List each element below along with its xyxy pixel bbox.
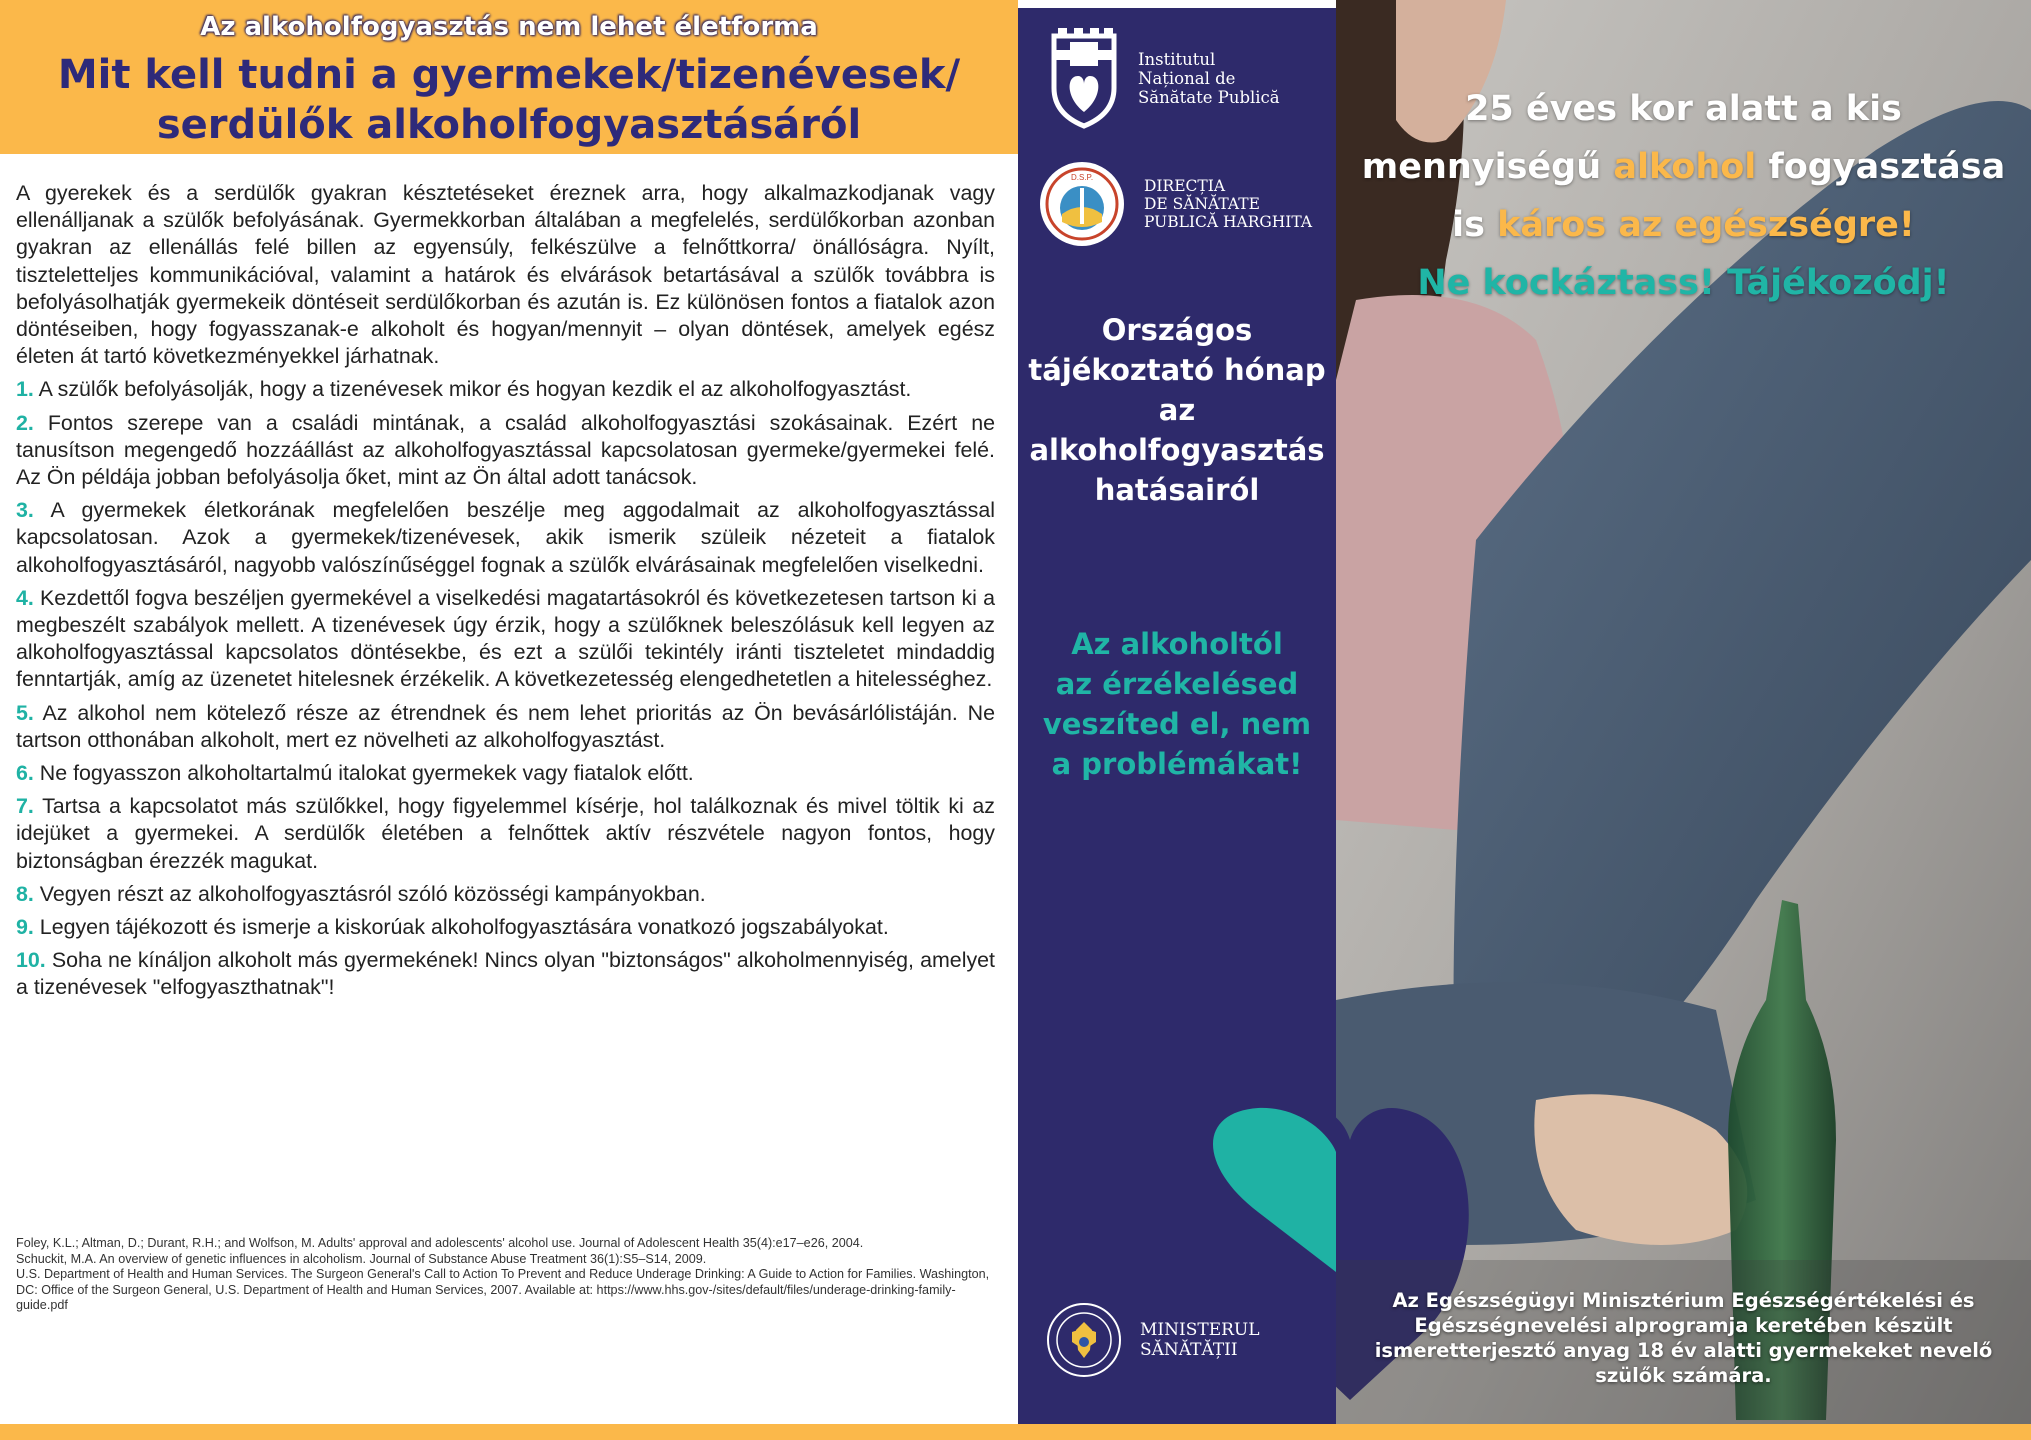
footer-note: Az Egészségügyi Minisztérium Egészségértékelési és Egészségnevelési alprogramja keretében készült ismeretterjesztő anyag 18 év alatti gyermekeket nevelő szülők számára. — [1374, 1289, 1993, 1387]
list-item — [16, 376, 995, 403]
ministry-logo — [1046, 1302, 1260, 1378]
dsp-badge: D.S.P. — [1070, 173, 1094, 182]
item-number: 4. — [16, 585, 34, 610]
dsp-logo — [1038, 160, 1312, 248]
logo-line: DIRECȚIA — [1144, 177, 1226, 195]
intro-paragraph: A gyerekek és a serdülők gyakran késztetéseket éreznek arra, hogy alkalmazkodjanak vagy ellenálljanak a szülők befolyásának. Gyermekkorban általában a megfelelés, serdülőkorban azonban gyakran az ellenállás felé billen az egyensúly, felkészülve a felnőttkorra/ önállóságra. Nyílt, tiszteletteljes kommunikációval, valamint a határok és elvárások betartásával a szülők továbbra is befolyásolhatják gyermekeik döntéseit serdülőkorban és azután is. Ez különösen fontos a fiatalok azon döntéseiben, hogy fogyasszanak-e alkoholt és hogyan/mennyit – olyan döntések, amelyek egész életen át tartó következményekkel járhatnak. — [16, 181, 995, 369]
title-line-1: Mit kell tudni a gyermekek/tizenévesek/ — [57, 52, 961, 98]
slogan-line: az érzékelésed — [1055, 667, 1299, 701]
logo-line: MINISTERUL — [1140, 1320, 1260, 1340]
item-text: A gyermekek életkorának megfelelően beszélje meg aggodalmait az alkoholfogyasztással kapcsolatosan. Azok a gyermekek/tizenévesek, akik ismerik szüleik nézeteit a fiatalok alkoholfogyasztásáról, nagyobb valószínűséggel fognak a szülők elvárásainak megfelelően viselkedni. — [16, 498, 996, 577]
item-text: Az alkohol nem kötelező része az étrendnek és nem lehet prioritás az Ön bevásárlólistáján. Ne tartson otthonában alkoholt, mert ez növelheti az alkoholfogyasztást. — [16, 700, 996, 752]
campaign-slogan — [1018, 624, 1336, 784]
heart-icon — [1198, 1102, 1348, 1282]
headline-highlight: alkohol — [1613, 147, 1757, 187]
headline-text: is — [1452, 205, 1498, 245]
photo-headline — [1336, 80, 2031, 312]
item-number: 8. — [16, 881, 34, 906]
heading-line: alkoholfogyasztás — [1029, 433, 1325, 467]
article-body — [16, 180, 995, 1008]
bottom-accent-strip — [1018, 1424, 1336, 1440]
heading-line: hatásairól — [1094, 473, 1260, 507]
item-text: A szülők befolyásolják, hogy a tizenévesek mikor és hogyan kezdik el az alkoholfogyasztást. — [38, 377, 912, 402]
photo-panel — [1336, 0, 2031, 1440]
top-strip — [1018, 0, 1336, 8]
bottom-accent-strip — [0, 1424, 1018, 1440]
headline-line — [1336, 138, 2031, 196]
headline-text: mennyiségű — [1361, 147, 1614, 187]
reference-item: Schuckit, M.A. An overview of genetic influences in alcoholism. Journal of Substance Abuse Treatment 36(1):S5–S14, 2009. — [16, 1251, 707, 1266]
logo-line: DE SĂNĂTATE — [1144, 195, 1260, 213]
slogan-line: veszíted el, nem — [1042, 707, 1312, 741]
list-item — [16, 760, 995, 787]
item-number: 3. — [16, 498, 34, 523]
list-item — [16, 497, 995, 579]
dsp-logo-text — [1144, 177, 1312, 231]
headline-line — [1336, 196, 2031, 254]
logo-line: PUBLICĂ HARGHITA — [1144, 213, 1313, 231]
call-to-action: Ne kockáztass! Tájékozódj! — [1417, 263, 1950, 303]
heading-line: tájékoztató hónap — [1028, 353, 1326, 387]
insp-shield-icon — [1048, 26, 1120, 130]
reference-item: Foley, K.L.; Altman, D.; Durant, R.H.; and Wolfson, M. Adults' approval and adolescents' alcohol use. Journal of Adolescent Health 35(4):e17–e26, 2004. — [16, 1236, 864, 1250]
list-item — [16, 793, 995, 875]
reference-item: U.S. Department of Health and Human Services. The Surgeon General's Call to Action To Prevent and Reduce Underage Drinking: A Guide to Action for Families. Washington, DC: Office of the Surgeon General, U.S. Department of Health and Human Services, 2007. Available at: https://www.hhs.gov-/sites/default/files/underage-drinking-family-guide.pdf — [16, 1267, 990, 1313]
logo-line: Sănătate Publică — [1138, 87, 1280, 107]
item-text: Vegyen részt az alkoholfogyasztásról szóló közösségi kampányokban. — [39, 881, 706, 906]
item-text: Legyen tájékozott és ismerje a kiskorúak alkoholfogyasztására vonatkozó jogszabályokat. — [39, 915, 889, 940]
item-number: 5. — [16, 700, 34, 725]
slogan-line: a problémákat! — [1051, 747, 1303, 781]
list-item — [16, 585, 995, 694]
item-number: 2. — [16, 410, 34, 435]
page-title — [0, 50, 1018, 150]
list-item — [16, 881, 995, 908]
title-line-2: serdülők alkoholfogyasztásáról — [156, 102, 862, 148]
insp-logo — [1048, 26, 1280, 130]
list-item — [16, 947, 995, 1001]
government-seal-icon — [1046, 1302, 1122, 1378]
item-text: Soha ne kínáljon alkoholt más gyermekének! Nincs olyan "biztonságos" alkoholmennyiség, amelyet a tizenévesek "elfogyaszthatnak"! — [16, 948, 995, 1000]
insp-logo-text — [1138, 50, 1280, 107]
headline-text: fogyasztása — [1756, 147, 2006, 187]
item-number: 9. — [16, 915, 34, 940]
list-item — [16, 410, 995, 492]
item-number: 7. — [16, 794, 34, 819]
bottom-accent-strip — [1336, 1424, 2031, 1440]
headline-line: 25 éves kor alatt a kis — [1465, 89, 1902, 129]
dsp-seal-icon — [1038, 160, 1126, 248]
header-subtitle: Az alkoholfogyasztás nem lehet életforma — [200, 12, 818, 42]
list-item — [16, 914, 995, 941]
slogan-line: Az alkoholtól — [1071, 627, 1283, 661]
references — [16, 1236, 1001, 1314]
item-text: Kezdettől fogva beszéljen gyermekével a viselkedési magatartásokról és következetesen tartson ki a megbeszélt szabályok mellett. A tizenévesek úgy érzik, hogy a szülőknek beleszólásuk kell legyen az alkoholfogyasztással kapcsolatos döntésekbe, és ezt a szülői tekintély iránti tiszteletet mindaddig fenntartják, amíg az üzenetet hitelesnek érzékelik. A következetesség elengedhetetlen a hitelességhez. — [16, 585, 995, 692]
list-item — [16, 700, 995, 754]
logo-line: SĂNĂTĂȚII — [1140, 1340, 1238, 1360]
item-text: Ne fogyasszon alkoholtartalmú italokat gyermekek vagy fiatalok előtt. — [39, 761, 694, 786]
heading-line: Országos — [1101, 313, 1253, 347]
logo-line: Institutul — [1138, 49, 1216, 69]
headline-highlight: káros az egészségre! — [1497, 205, 1915, 245]
logo-line: Național de — [1138, 68, 1236, 88]
item-number: 1. — [16, 377, 34, 402]
item-number: 6. — [16, 761, 34, 786]
heading-line: az — [1158, 393, 1196, 427]
item-text: Tartsa a kapcsolatot más szülőkkel, hogy figyelemmel kísérje, hol találkoznak és mivel töltik ki az idejüket a gyermekei. A serdülők életében a felnőttek aktív részvétele nagyon fontos, hogy biztonságban érezzék magukat. — [16, 794, 996, 873]
item-text: Fontos szerepe van a családi mintának, a család alkoholfogyasztási szokásainak. Ezért ne tanusítson megengedő hozzáállást az alkoholfogyasztással kapcsolatosan gyermeke/gyermekei felé. Az Ön példája jobban befolyásolja őket, mint az Ön által adott tanácsok. — [16, 410, 995, 490]
header-band — [0, 0, 1018, 154]
ministry-logo-text — [1140, 1320, 1260, 1360]
campaign-heading — [1018, 310, 1336, 510]
item-number: 10. — [16, 948, 46, 973]
